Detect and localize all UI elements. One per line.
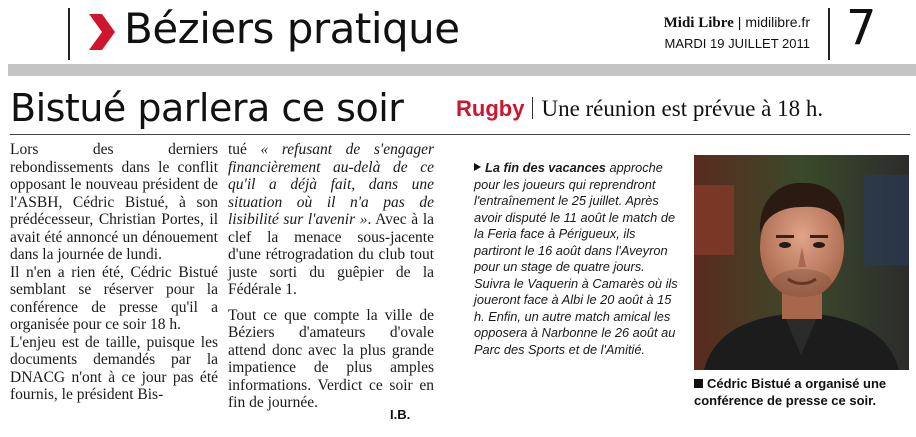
portrait-photo — [694, 155, 909, 370]
sidebar-lead: La fin des vacances — [485, 160, 606, 175]
quote: « refusant de s'engager financièrement au-delà de ce qu'il a déjà fait, dans une situation où il n'a pas de lisibilité sur l'avenir » — [228, 141, 434, 228]
article-deck: Une réunion est prévue à 18 h. — [541, 96, 824, 121]
page-header — [0, 0, 916, 64]
brand-separator: | — [737, 14, 742, 30]
article-paragraph: Tout ce que compte la ville de Béziers d'amateurs d'ovale attend donc avec la plus grande impatience de plus amples informations. Verdict ce soir en fin de journée. — [228, 306, 434, 411]
caption-text: Cédric Bistué a organisé une conférence de presse ce soir. — [694, 376, 887, 408]
photo-caption — [694, 376, 910, 409]
newspaper-brand — [640, 14, 810, 32]
section-title: Béziers pratique — [124, 4, 460, 53]
headline-rule — [10, 134, 910, 135]
article-kicker-line — [456, 96, 823, 122]
page-number: 7 — [846, 0, 877, 56]
triangle-bullet-icon — [474, 163, 481, 171]
article-paragraph: Il n'en a rien été, Cédric Bistué semblant se réserver pour la conférence de presse qu'il a organisée pour ce soir 18 h. — [10, 263, 218, 333]
paragraph-start: tué — [228, 141, 261, 158]
article-paragraph — [228, 141, 434, 299]
header-rule-right — [828, 8, 830, 60]
header-band — [8, 64, 916, 76]
sidebar-box — [474, 160, 682, 358]
article-paragraph: L'enjeu est de taille, puisque les documents demandés par la DNACG n'ont à ce jour pas été fournis, le président Bis- — [10, 333, 218, 403]
sidebar-text: approche pour les joueurs qui reprendront l'entraînement le 25 juillet. Après avoir disputé le 11 août le match de la Feria face à Périgueux, ils partiront le 16 août dans l'Aveyron pour un stage de quatre jours. Suivra le Vaquerin à Camarès où ils joueront face à Albi le 20 août à 15 h. Enfin, un autre match amical les opposera à Narbonne le 26 août au Parc des Sports et de l'Amitié. — [474, 160, 678, 357]
article-headline: Bistué parlera ce soir — [10, 86, 404, 130]
brand-name: Midi Libre — [663, 15, 734, 31]
kicker-divider — [532, 97, 533, 119]
brand-url: midilibre.fr — [745, 14, 810, 30]
article-column-1 — [10, 141, 218, 404]
article-paragraph: Lors des derniers rebondissements dans le conflit opposant le nouveau président de l'ASBH, Cédric Bistué, à son prédécesseur, Christian Portes, il avait été annoncé un dénouement dans la journée de lundi. — [10, 141, 218, 263]
chevron-right-icon — [86, 12, 116, 52]
issue-date: MARDI 19 JUILLET 2011 — [664, 36, 810, 51]
article-column-2 — [228, 141, 434, 412]
author-signature: I.B. — [390, 407, 411, 422]
paragraph-end: . Avec à la clef la menace sous-jacente d'une rétrogradation du club tout juste sorti du guêpier de la Fédérale 1. — [228, 211, 435, 298]
header-rule-left — [68, 8, 70, 60]
article-kicker: Rugby — [456, 96, 525, 121]
caption-square-icon — [694, 379, 703, 388]
